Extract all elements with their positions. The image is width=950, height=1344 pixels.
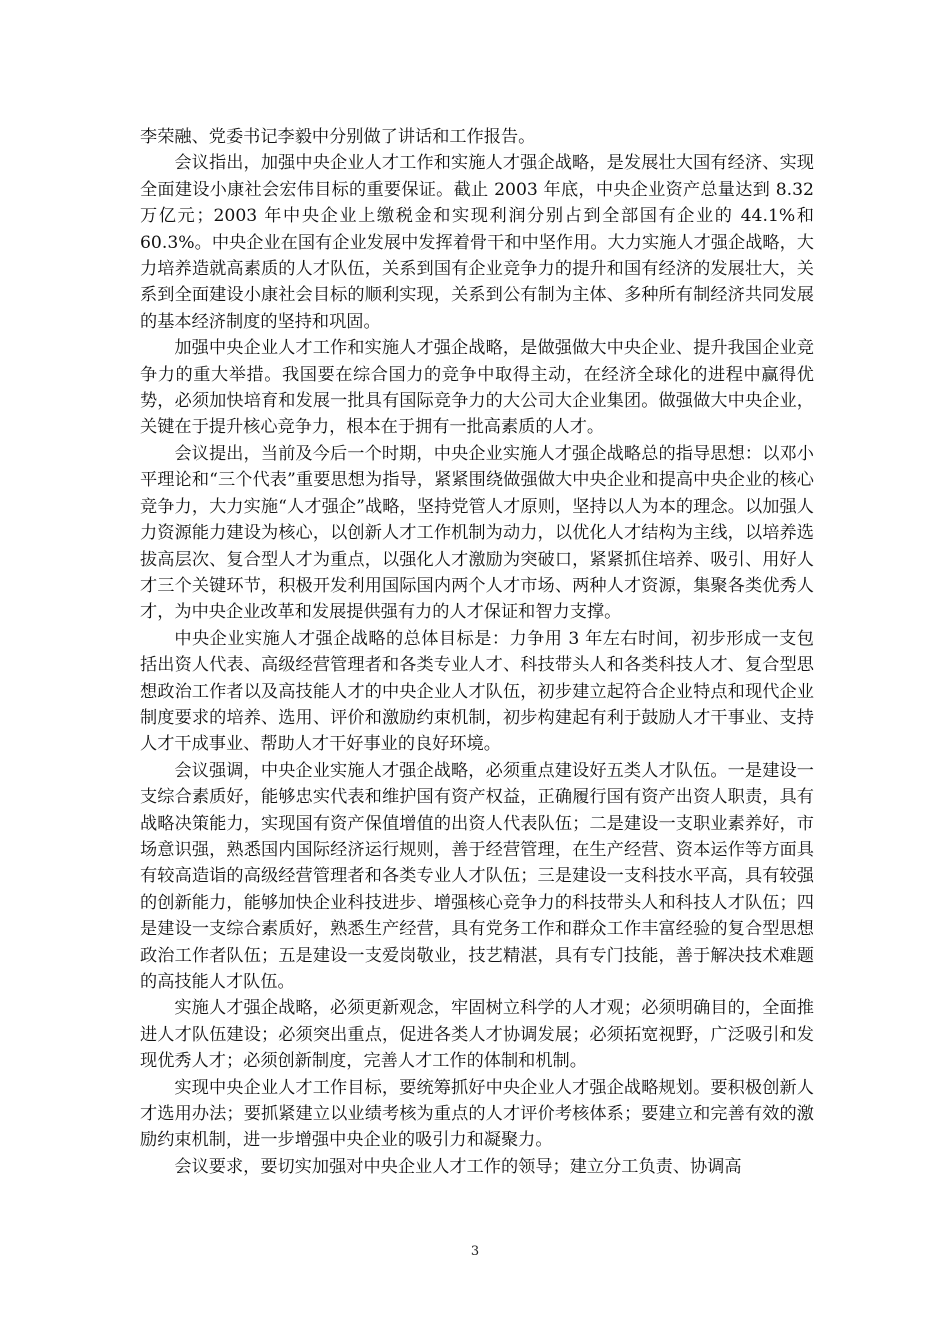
paragraph-8: 实现中央企业人才工作目标，要统筹抓好中央企业人才强企战略规划。要积极创新人才选用办法；要抓紧建立以业绩考核为重点的人才评价考核体系；要建立和完善有效的激励约束机制，进一步增强中央企业的吸引力和凝聚力。: [140, 1077, 814, 1151]
paragraph-5: 中央企业实施人才强企战略的总体目标是：力争用 3 年左右时间，初步形成一支包括出资人代表、高级经营管理者和各类专业人才、科技带头人和各类科技人才、复合型思想政治工作者以及高技能人才的中央企业人才队伍，初步建立起符合企业特点和现代企业制度要求的培养、选用、评价和激励约束机制，初步构建起有利于鼓励人才干事业、支持人才干成事业、帮助人才干好事业的良好环境。: [140, 628, 814, 755]
paragraph-2: 会议指出，加强中央企业人才工作和实施人才强企战略，是发展壮大国有经济、实现全面建设小康社会宏伟目标的重要保证。截止 2003 年底，中央企业资产总量达到 8.32 万亿元；2003 年中央企业上缴税金和实现利润分别占到全部国有企业的 44.1%和 60.3%。中央企业在国有企业发展中发挥着骨干和中坚作用。大力实施人才强企战略，大力培养造就高素质的人才队伍，关系到国有企业竞争力的提升和国有经济的发展壮大，关系到全面建设小康社会目标的顺利实现，关系到公有制为主体、多种所有制经济共同发展的基本经济制度的坚持和巩固。: [140, 153, 814, 332]
paragraph-9: 会议要求，要切实加强对中央企业人才工作的领导；建立分工负责、协调高: [174, 1156, 742, 1177]
paragraph-4: 会议提出，当前及今后一个时期，中央企业实施人才强企战略总的指导思想：以邓小平理论和“三个代表”重要思想为指导，紧紧围绕做强做大中央企业和提高中央企业的核心竞争力，大力实施“人才强企”战略，坚持党管人才原则，坚持以人为本的理念。以加强人力资源能力建设为核心，以创新人才工作机制为动力，以优化人才结构为主线，以培养选拔高层次、复合型人才为重点，以强化人才激励为突破口，紧紧抓住培养、吸引、用好人才三个关键环节，积极开发利用国际国内两个人才市场、两种人才资源，集聚各类优秀人才，为中央企业改革和发展提供强有力的人才保证和智力支撑。: [140, 443, 814, 623]
page-number: 3: [470, 1244, 480, 1259]
paragraph-3: 加强中央企业人才工作和实施人才强企战略，是做强做大中央企业、提升我国企业竞争力的重大举措。我国要在综合国力的竞争中取得主动，在经济全球化的进程中赢得优势，必须加快培育和发展一批具有国际竞争力的大公司大企业集团。做强做大中央企业，关键在于提升核心竞争力，根本在于拥有一批高素质的人才。: [140, 338, 814, 438]
paragraph-6: 会议强调，中央企业实施人才强企战略，必须重点建设好五类人才队伍。一是建设一支综合素质好，能够忠实代表和维护国有资产权益，正确履行国有资产出资人职责，具有战略决策能力，实现国有资产保值增值的出资人代表队伍；二是建设一支职业素养好，市场意识强，熟悉国内国际经济运行规则，善于经营管理，在生产经营、资本运作等方面具有较高造诣的高级经营管理者和各类专业人才队伍；三是建设一支科技水平高，具有较强的创新能力，能够加快企业科技进步、增强核心竞争力的科技带头人和科技人才队伍；四是建设一支综合素质好，熟悉生产经营，具有党务工作和群众工作丰富经验的复合型思想政治工作者队伍；五是建设一支爱岗敬业，技艺精湛，具有专门技能，善于解决技术难题的高技能人才队伍。: [140, 760, 814, 992]
document-body: [140, 124, 814, 1180]
paragraph-1-continued: 李荣融、党委书记李毅中分别做了讲话和工作报告。: [140, 127, 536, 147]
paragraph-7: 实施人才强企战略，必须更新观念，牢固树立科学的人才观；必须明确目的，全面推进人才队伍建设；必须突出重点，促进各类人才协调发展；必须拓宽视野，广泛吸引和发现优秀人才；必须创新制度，完善人才工作的体制和机制。: [140, 998, 814, 1072]
